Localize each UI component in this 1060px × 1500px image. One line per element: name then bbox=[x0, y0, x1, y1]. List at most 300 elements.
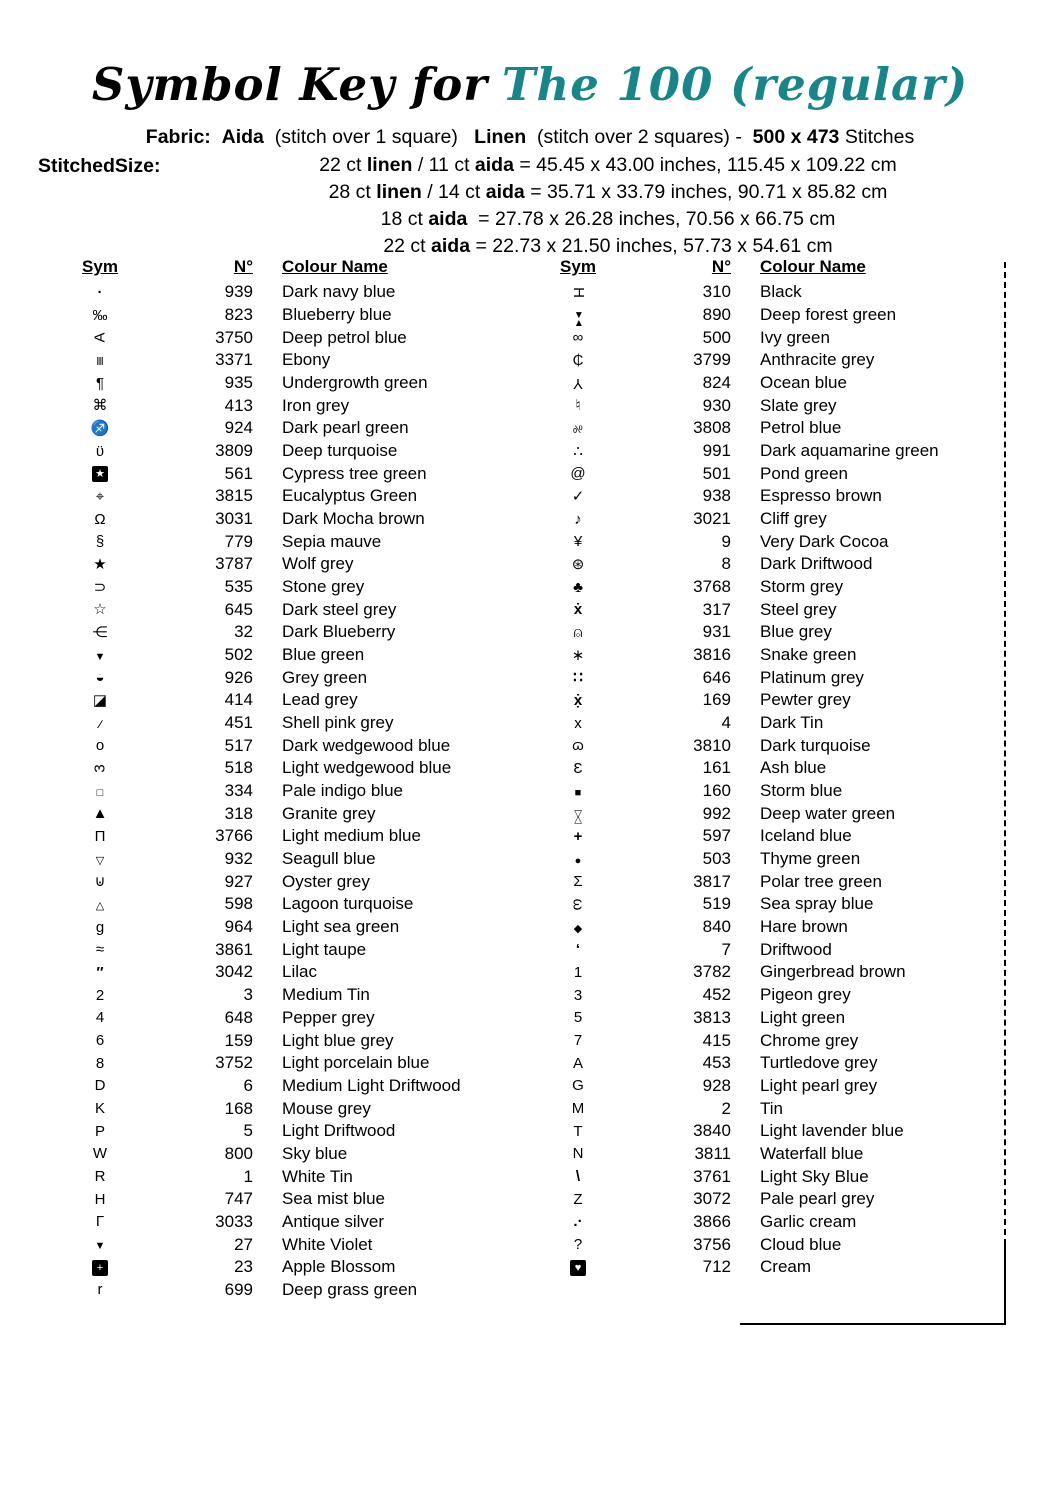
colour-name: Light green bbox=[760, 1007, 846, 1027]
stitch-symbol-icon: Z bbox=[573, 1190, 583, 1208]
symbol-row bbox=[60, 621, 461, 644]
colour-name: Pond green bbox=[760, 463, 848, 483]
colour-name: Dark turquoise bbox=[760, 735, 871, 755]
symbol-row bbox=[538, 825, 939, 848]
stitched-size-line bbox=[188, 206, 1028, 233]
symbol-cell bbox=[60, 557, 140, 572]
colour-name: Dark wedgewood blue bbox=[282, 735, 451, 755]
column-header-colour-name: Colour Name bbox=[760, 257, 866, 276]
symbol-row bbox=[60, 666, 461, 689]
symbol-row bbox=[538, 281, 939, 304]
symbol-cell bbox=[60, 874, 140, 889]
symbol-cell bbox=[538, 648, 618, 663]
symbol-cell bbox=[538, 330, 618, 345]
stitch-symbol-icon: ▼ bbox=[94, 650, 106, 663]
stitch-symbol-icon: ◒ bbox=[95, 669, 105, 687]
symbol-row bbox=[538, 462, 939, 485]
symbol-cell bbox=[538, 670, 618, 685]
stitch-symbol-icon: ♣ bbox=[573, 578, 583, 596]
colour-name: Lilac bbox=[282, 962, 317, 982]
stitch-symbol-icon: ♪ bbox=[574, 510, 582, 528]
stitch-symbol-icon: A bbox=[91, 332, 109, 343]
symbol-row bbox=[60, 712, 461, 735]
text-segment: Aida bbox=[221, 126, 264, 148]
stitch-symbol-icon: M bbox=[571, 1100, 585, 1118]
colour-name: Light wedgewood blue bbox=[282, 758, 452, 778]
stitch-symbol-icon: \ bbox=[575, 1168, 581, 1186]
symbol-cell bbox=[60, 738, 140, 753]
colour-name: Hare brown bbox=[760, 917, 848, 937]
symbol-row bbox=[538, 666, 939, 689]
thread-number: 3756 bbox=[693, 1234, 731, 1254]
thread-number: 645 bbox=[224, 599, 253, 619]
symbol-cell bbox=[60, 1101, 140, 1116]
column-header-number: N° bbox=[233, 257, 253, 276]
stitch-symbol-icon: ☆ bbox=[93, 601, 107, 619]
thread-number: 23 bbox=[234, 1257, 253, 1277]
thread-number: 161 bbox=[702, 758, 731, 778]
stitch-symbol-icon: x bbox=[574, 714, 582, 732]
thread-number: 646 bbox=[702, 667, 731, 687]
symbol-row bbox=[538, 530, 939, 553]
stitch-symbol-icon: ″ bbox=[96, 963, 104, 981]
colour-name: Mouse grey bbox=[282, 1098, 371, 1118]
colour-name: Seagull blue bbox=[282, 849, 376, 869]
symbol-row bbox=[60, 1029, 461, 1052]
symbol-cell bbox=[60, 670, 140, 685]
symbol-row bbox=[538, 485, 939, 508]
symbol-row bbox=[538, 1029, 939, 1052]
title-pattern-name: The 100 (regular) bbox=[501, 58, 969, 111]
symbol-cell bbox=[60, 1056, 140, 1071]
stitch-symbol-icon: 2 bbox=[95, 986, 105, 1004]
symbol-row bbox=[60, 984, 461, 1007]
thread-number: 159 bbox=[224, 1030, 253, 1050]
colour-name: Deep turquoise bbox=[282, 441, 398, 461]
symbol-cell bbox=[538, 444, 618, 459]
stitch-symbol-icon: ◪ bbox=[92, 691, 108, 709]
symbol-row bbox=[60, 644, 461, 667]
colour-name: Lead grey bbox=[282, 690, 358, 710]
symbol-row bbox=[60, 349, 461, 372]
thread-number: 991 bbox=[702, 441, 731, 461]
colour-name: Waterfall blue bbox=[760, 1143, 864, 1163]
symbol-cell bbox=[60, 421, 140, 436]
symbol-cell bbox=[60, 353, 140, 368]
text-segment: / 14 ct bbox=[421, 180, 486, 203]
stitch-symbol-icon: Y bbox=[572, 374, 583, 392]
thread-number: 938 bbox=[702, 486, 731, 506]
stitch-symbol-icon: K bbox=[94, 1100, 105, 1118]
symbol-cell bbox=[538, 1259, 618, 1276]
stitch-symbol-icon: ★ bbox=[93, 555, 107, 573]
text-segment bbox=[211, 126, 222, 148]
text-segment: Stitches bbox=[839, 126, 915, 148]
thread-number: 413 bbox=[224, 395, 253, 415]
symbol-row bbox=[538, 621, 939, 644]
colour-name: Iron grey bbox=[282, 395, 350, 415]
colour-name: Granite grey bbox=[282, 803, 376, 823]
column-header-sym: Sym bbox=[560, 257, 596, 276]
stitch-symbol-icon: △ bbox=[95, 899, 105, 912]
symbol-row bbox=[538, 1233, 939, 1256]
symbol-row bbox=[538, 712, 939, 735]
symbol-cell bbox=[538, 942, 618, 957]
symbol-cell bbox=[60, 897, 140, 912]
symbol-cell bbox=[538, 602, 618, 617]
thread-number: 928 bbox=[702, 1075, 731, 1095]
symbol-cell bbox=[60, 806, 140, 821]
symbol-cell bbox=[538, 489, 618, 504]
symbol-cell bbox=[538, 1101, 618, 1116]
symbol-row bbox=[60, 961, 461, 984]
thread-number: 32 bbox=[234, 622, 253, 642]
text-segment: = 45.45 x 43.00 inches, 115.45 x 109.22 cm bbox=[513, 154, 897, 176]
colour-name: Steel grey bbox=[760, 599, 837, 619]
colour-name: Ivy green bbox=[760, 327, 830, 347]
symbol-row bbox=[60, 1165, 461, 1188]
fabric-line bbox=[0, 126, 1060, 149]
symbol-row bbox=[60, 326, 461, 349]
thread-number: 3761 bbox=[693, 1166, 731, 1186]
text-segment: Linen bbox=[474, 126, 527, 148]
colour-name: Undergrowth green bbox=[282, 373, 428, 393]
stitch-symbol-icon: % bbox=[573, 423, 583, 436]
colour-name: Storm blue bbox=[760, 781, 843, 801]
symbol-row bbox=[60, 870, 461, 893]
thread-number: 535 bbox=[224, 577, 253, 597]
colour-name: Deep water green bbox=[760, 803, 896, 823]
text-segment: aida bbox=[431, 234, 471, 257]
symbol-cell bbox=[538, 920, 618, 935]
colour-name: Sea spray blue bbox=[760, 894, 874, 914]
symbol-row bbox=[538, 1143, 939, 1166]
colour-name: Cream bbox=[760, 1257, 812, 1277]
thread-number: 3813 bbox=[693, 1007, 731, 1027]
symbol-cell bbox=[538, 557, 618, 572]
stitch-symbol-icon: · bbox=[97, 283, 103, 301]
colour-name: Oyster grey bbox=[282, 871, 370, 891]
thread-number: 1 bbox=[243, 1166, 253, 1186]
symbol-row bbox=[60, 1097, 461, 1120]
colour-name: Ash blue bbox=[760, 758, 827, 778]
stitch-symbol-icon: ▽ bbox=[95, 854, 105, 867]
symbol-row bbox=[538, 1188, 939, 1211]
thread-number: 517 bbox=[224, 735, 253, 755]
colour-name: Cloud blue bbox=[760, 1234, 842, 1254]
symbol-row bbox=[60, 440, 461, 463]
stitched-size-label: StitchedSize: bbox=[38, 155, 161, 177]
thread-number: 890 bbox=[702, 305, 731, 324]
thread-number: 931 bbox=[702, 622, 731, 642]
colour-name: Iceland blue bbox=[760, 826, 852, 846]
text-segment: (stitch over 1 square) bbox=[263, 126, 475, 148]
colour-name: Chrome grey bbox=[760, 1030, 859, 1050]
colour-name: Light taupe bbox=[282, 939, 367, 959]
thread-number: 310 bbox=[702, 282, 731, 302]
symbol-row bbox=[538, 1120, 939, 1143]
symbol-cell bbox=[60, 942, 140, 957]
stitch-symbol-icon: ∴ bbox=[573, 442, 583, 460]
thread-number: 8 bbox=[721, 554, 731, 574]
thread-number: 932 bbox=[224, 849, 253, 869]
symbol-row bbox=[538, 802, 939, 825]
symbol-cell bbox=[60, 829, 140, 844]
thread-number: 414 bbox=[224, 690, 253, 710]
thread-number: 3817 bbox=[693, 871, 731, 891]
symbol-cell bbox=[60, 1259, 140, 1276]
symbol-row bbox=[60, 1188, 461, 1211]
stitch-symbol-icon: + bbox=[573, 827, 583, 845]
symbol-row bbox=[538, 576, 939, 599]
stitch-symbol-icon: ▲ bbox=[92, 805, 108, 823]
stitch-symbol-icon: ⊃ bbox=[93, 578, 107, 596]
symbol-cell bbox=[538, 1124, 618, 1139]
symbol-cell bbox=[538, 1078, 618, 1093]
symbol-cell bbox=[538, 874, 618, 889]
thread-number: 3808 bbox=[693, 418, 731, 438]
thread-number: 935 bbox=[224, 373, 253, 393]
thread-number: 930 bbox=[702, 395, 731, 415]
colour-name: Stone grey bbox=[282, 577, 365, 597]
text-segment: = 22.73 x 21.50 inches, 57.73 x 54.61 cm bbox=[470, 234, 833, 257]
thread-number: 519 bbox=[702, 894, 731, 914]
colour-name: Black bbox=[760, 282, 802, 302]
symbol-row bbox=[538, 553, 939, 576]
symbol-cell bbox=[60, 376, 140, 391]
text-segment: aida bbox=[485, 180, 525, 203]
colour-name: Light medium blue bbox=[282, 826, 421, 846]
symbol-cell bbox=[60, 534, 140, 549]
stitch-symbol-icon: Ɛ bbox=[573, 759, 583, 777]
stitch-symbol-icon: ♮ bbox=[575, 397, 581, 415]
thread-number: 4 bbox=[721, 713, 731, 733]
thread-number: 3033 bbox=[215, 1211, 253, 1231]
thread-number: 800 bbox=[224, 1143, 253, 1163]
symbol-row bbox=[538, 508, 939, 531]
symbol-row bbox=[538, 1052, 939, 1075]
symbol-row bbox=[538, 870, 939, 893]
symbol-row bbox=[538, 1075, 939, 1098]
colour-name: Dark steel grey bbox=[282, 599, 397, 619]
text-segment: (stitch over 2 squares) - bbox=[526, 126, 753, 148]
symbol-row bbox=[60, 417, 461, 440]
symbol-cell bbox=[60, 625, 140, 640]
thread-number: 3799 bbox=[693, 350, 731, 370]
symbol-cell bbox=[538, 308, 618, 326]
colour-name: Dark Mocha brown bbox=[282, 509, 425, 529]
thread-number: 500 bbox=[702, 327, 731, 347]
colour-name: Petrol blue bbox=[760, 418, 842, 438]
stitch-symbol-icon: ♐ bbox=[90, 419, 110, 437]
symbol-row bbox=[60, 734, 461, 757]
symbol-row bbox=[538, 848, 939, 871]
thread-number: 3866 bbox=[693, 1211, 731, 1231]
stitch-symbol-icon: ►◄ bbox=[572, 309, 584, 326]
stitch-symbol-icon: ₵ bbox=[572, 351, 584, 369]
symbol-cell bbox=[538, 1033, 618, 1048]
colour-name: Light sea green bbox=[282, 917, 400, 937]
thread-number: 6 bbox=[243, 1075, 253, 1095]
colour-name: Tin bbox=[760, 1098, 783, 1118]
colour-name: Light blue grey bbox=[282, 1030, 394, 1050]
stitch-symbol-icon: + bbox=[92, 1260, 108, 1276]
text-segment: 500 x 473 bbox=[752, 126, 840, 148]
symbol-row bbox=[538, 417, 939, 440]
stitch-symbol-icon: 3 bbox=[573, 986, 583, 1004]
thread-number: 3787 bbox=[215, 554, 253, 574]
symbol-cell bbox=[60, 1282, 140, 1297]
colour-name: Storm grey bbox=[760, 577, 844, 597]
colour-name: Pewter grey bbox=[760, 690, 851, 710]
thread-number: 3021 bbox=[693, 509, 731, 529]
stitch-symbol-icon: A bbox=[572, 1054, 583, 1072]
symbol-table-left bbox=[60, 281, 461, 1301]
thread-number: 3072 bbox=[693, 1189, 731, 1209]
colour-name: Blueberry blue bbox=[282, 305, 392, 324]
thread-number: 9 bbox=[721, 531, 731, 551]
text-segment: Fabric: bbox=[145, 126, 211, 148]
stitch-symbol-icon: Ⅲ bbox=[96, 355, 104, 368]
thread-number: 3861 bbox=[215, 939, 253, 959]
stitch-symbol-icon: D bbox=[94, 1077, 106, 1095]
symbol-cell bbox=[60, 285, 140, 300]
stitch-symbol-icon: Ω bbox=[94, 510, 106, 528]
symbol-row bbox=[60, 553, 461, 576]
symbol-cell bbox=[60, 1078, 140, 1093]
colour-name: White Violet bbox=[282, 1234, 373, 1254]
thread-number: 3371 bbox=[215, 350, 253, 370]
thread-number: 924 bbox=[224, 418, 253, 438]
thread-number: 318 bbox=[224, 803, 253, 823]
colour-name: Dark pearl green bbox=[282, 418, 409, 438]
column-header-number: N° bbox=[711, 257, 731, 276]
thread-number: 779 bbox=[224, 531, 253, 551]
thread-number: 926 bbox=[224, 667, 253, 687]
colour-name: Garlic cream bbox=[760, 1211, 857, 1231]
thread-number: 992 bbox=[702, 803, 731, 823]
symbol-cell bbox=[538, 1010, 618, 1025]
symbol-cell bbox=[538, 1169, 618, 1184]
thread-number: 160 bbox=[702, 781, 731, 801]
thread-number: 3810 bbox=[693, 735, 731, 755]
stitch-symbol-icon: ★ bbox=[92, 466, 108, 482]
thread-number: 597 bbox=[702, 826, 731, 846]
colour-name: Apple Blossom bbox=[282, 1257, 396, 1277]
text-segment: aida bbox=[428, 207, 468, 230]
thread-number: 503 bbox=[702, 849, 731, 869]
symbol-cell bbox=[60, 1033, 140, 1048]
symbol-cell bbox=[60, 580, 140, 595]
symbol-row bbox=[538, 349, 939, 372]
symbol-cell bbox=[60, 693, 140, 708]
symbol-cell bbox=[60, 1124, 140, 1139]
symbol-cell bbox=[538, 376, 618, 391]
thread-number: 939 bbox=[224, 282, 253, 302]
thread-number: 3766 bbox=[215, 826, 253, 846]
stitched-size-line bbox=[188, 152, 1028, 179]
symbol-cell bbox=[538, 398, 618, 413]
symbol-row bbox=[538, 734, 939, 757]
thread-number: 5 bbox=[243, 1121, 253, 1141]
colour-name: Light pearl grey bbox=[760, 1075, 878, 1095]
symbol-cell bbox=[538, 580, 618, 595]
colour-name: Pepper grey bbox=[282, 1007, 375, 1027]
colour-name: Sepia mauve bbox=[282, 531, 382, 551]
text-segment: aida bbox=[474, 154, 514, 176]
symbol-cell bbox=[60, 1192, 140, 1207]
stitch-symbol-icon: G bbox=[572, 1077, 584, 1095]
stitch-symbol-icon: T bbox=[573, 1122, 583, 1140]
colour-name: White Tin bbox=[282, 1166, 353, 1186]
symbol-row bbox=[60, 281, 461, 304]
symbol-row bbox=[60, 1143, 461, 1166]
symbol-row bbox=[60, 1120, 461, 1143]
colour-name: Cypress tree green bbox=[282, 463, 427, 483]
symbol-cell bbox=[538, 421, 618, 436]
symbol-row bbox=[538, 644, 939, 667]
symbol-row bbox=[60, 1075, 461, 1098]
thread-number: 747 bbox=[224, 1189, 253, 1209]
colour-name: Blue grey bbox=[760, 622, 832, 642]
symbol-row bbox=[538, 1165, 939, 1188]
thread-number: 3768 bbox=[693, 577, 731, 597]
colour-name: Deep forest green bbox=[760, 305, 897, 324]
colour-name: Ebony bbox=[282, 350, 331, 370]
stitch-symbol-icon: ■ bbox=[574, 786, 582, 799]
symbol-row bbox=[538, 304, 939, 327]
symbol-cell bbox=[60, 965, 140, 980]
text-segment: 28 ct bbox=[328, 180, 377, 203]
thread-number: 561 bbox=[224, 463, 253, 483]
thread-number: 824 bbox=[702, 373, 731, 393]
symbol-row bbox=[538, 938, 939, 961]
colour-name: Medium Tin bbox=[282, 985, 370, 1005]
colour-name: Pigeon grey bbox=[760, 985, 851, 1005]
stitch-symbol-icon: ∕ bbox=[99, 718, 101, 731]
colour-name: Dark navy blue bbox=[282, 282, 396, 302]
thread-number: 712 bbox=[702, 1257, 731, 1277]
thread-number: 334 bbox=[224, 781, 253, 801]
colour-name: Dark Tin bbox=[760, 713, 824, 733]
stitch-symbol-icon: ● bbox=[574, 854, 582, 867]
symbol-row bbox=[538, 372, 939, 395]
colour-name: Light Sky Blue bbox=[760, 1166, 869, 1186]
colour-name: Espresso brown bbox=[760, 486, 882, 506]
stitch-symbol-icon: 5 bbox=[573, 1009, 583, 1027]
colour-name: Anthracite grey bbox=[760, 350, 875, 370]
title-prefix: Symbol Key for bbox=[91, 58, 488, 111]
symbol-cell bbox=[60, 784, 140, 799]
page-border-corner-vertical bbox=[1004, 1245, 1006, 1325]
symbol-row bbox=[60, 508, 461, 531]
colour-name: Pale pearl grey bbox=[760, 1189, 875, 1209]
page-border-corner-horizontal bbox=[740, 1323, 1006, 1325]
symbol-row bbox=[538, 984, 939, 1007]
colour-name: Ocean blue bbox=[760, 373, 847, 393]
colour-name: Very Dark Cocoa bbox=[760, 531, 889, 551]
colour-name: Lagoon turquoise bbox=[282, 894, 414, 914]
symbol-cell bbox=[60, 1010, 140, 1025]
thread-number: 3031 bbox=[215, 509, 253, 529]
colour-name: Cliff grey bbox=[760, 509, 827, 529]
table-header-right bbox=[538, 257, 866, 277]
table-header-left bbox=[60, 257, 388, 277]
thread-number: 964 bbox=[224, 917, 253, 937]
thread-number: 648 bbox=[224, 1007, 253, 1027]
colour-name: Light lavender blue bbox=[760, 1121, 904, 1141]
stitch-symbol-icon: 3 bbox=[91, 764, 109, 773]
